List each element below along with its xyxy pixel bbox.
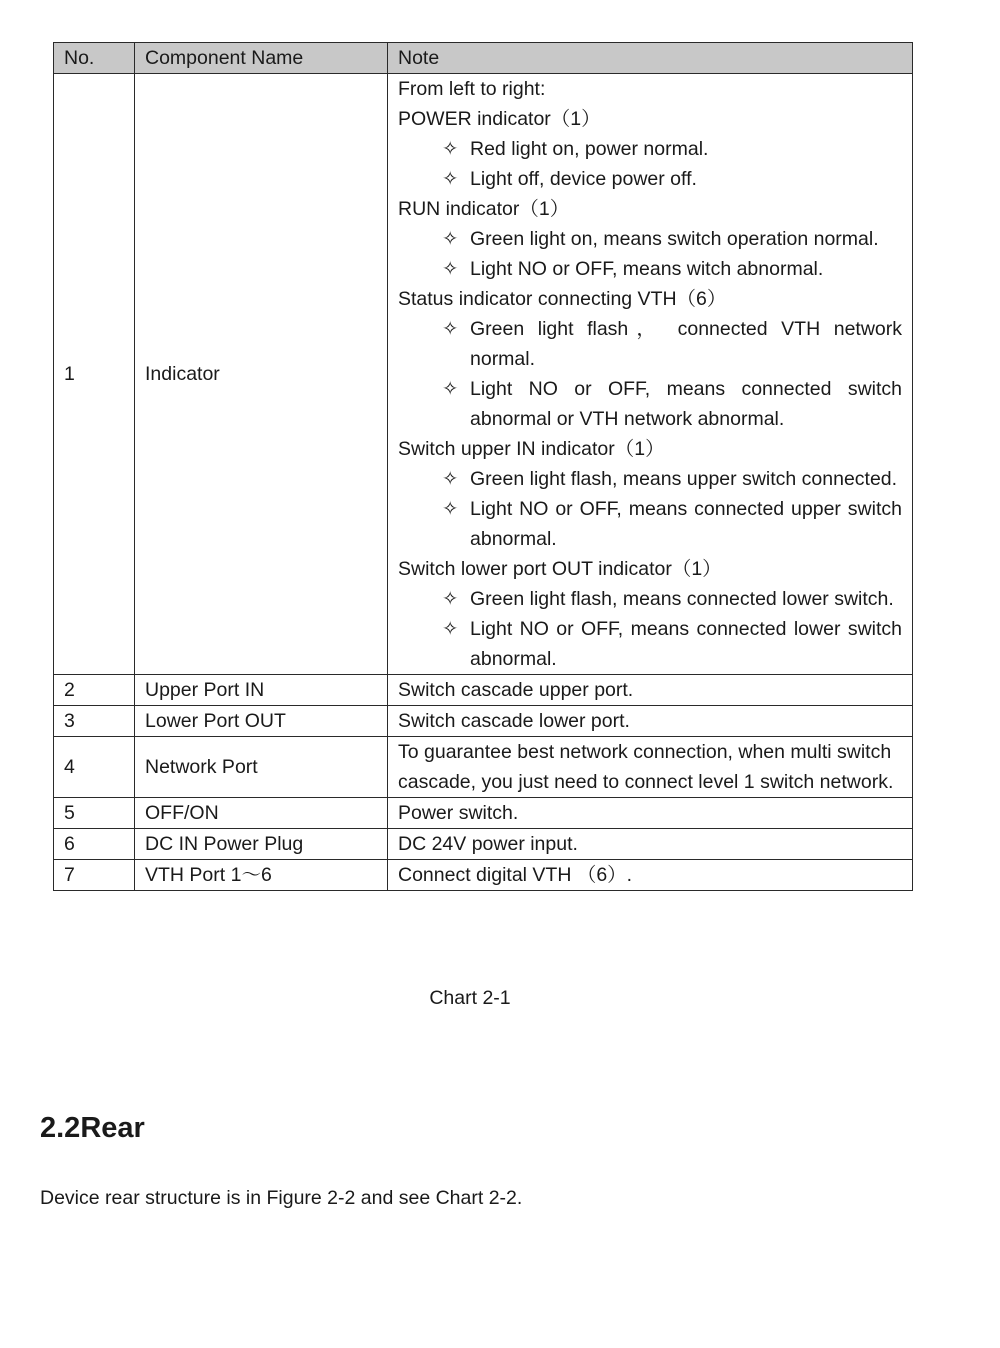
table-row <box>54 706 913 737</box>
diamond-star-icon: ✧ <box>442 258 459 280</box>
section-paragraph: Device rear structure is in Figure 2-2 and see Chart 2-2. <box>40 1187 523 1209</box>
indicator-group-title: Switch upper IN indicator（1） <box>398 438 665 460</box>
bullet-item: ✧ Light NO or OFF, means connected lower switch abnormal. <box>398 614 902 674</box>
bullet-item: ✧ Green light flash, means upper switch connected. <box>398 464 902 494</box>
bullet-item: ✧ Light NO or OFF, means connected switch abnormal or VTH network abnormal. <box>398 374 902 434</box>
cell-note: Switch cascade upper port. <box>388 675 913 706</box>
header-note: Note <box>388 43 913 74</box>
diamond-star-icon: ✧ <box>442 168 459 190</box>
cell-component-name: Lower Port OUT <box>135 706 388 737</box>
table-row <box>54 860 913 891</box>
bullet-item: ✧ Light NO or OFF, means witch abnormal. <box>398 254 902 284</box>
table-row <box>54 737 913 798</box>
bullet-item: ✧ Green light flash, means connected lower switch. <box>398 584 902 614</box>
cell-component-name: Upper Port IN <box>135 675 388 706</box>
diamond-star-icon: ✧ <box>442 138 459 160</box>
section-heading: 2.2Rear <box>40 1112 145 1144</box>
indicator-group-title: Switch lower port OUT indicator（1） <box>398 558 722 580</box>
cell-no: 2 <box>54 675 135 706</box>
cell-note <box>388 74 913 675</box>
bullet-item: ✧ Red light on, power normal. <box>398 134 902 164</box>
indicator-group-title: Status indicator connecting VTH（6） <box>398 288 727 310</box>
header-component-name: Component Name <box>135 43 388 74</box>
diamond-star-icon: ✧ <box>442 498 459 520</box>
cell-component-name: OFF/ON <box>135 798 388 829</box>
cell-note: DC 24V power input. <box>388 829 913 860</box>
cell-component-name: VTH Port 1～6 <box>135 860 388 891</box>
diamond-star-icon: ✧ <box>442 468 459 490</box>
diamond-star-icon: ✧ <box>442 588 459 610</box>
note-intro: From left to right: <box>398 78 546 100</box>
cell-component-name: Indicator <box>135 74 388 675</box>
diamond-star-icon: ✧ <box>442 378 459 400</box>
table-row <box>54 675 913 706</box>
table-row <box>54 74 913 675</box>
cell-no: 5 <box>54 798 135 829</box>
cell-component-name: Network Port <box>135 737 388 798</box>
bullet-item: ✧ Green light on, means switch operation normal. <box>398 224 902 254</box>
bullet-item: ✧ Light NO or OFF, means connected upper switch abnormal. <box>398 494 902 554</box>
indicator-group-title: POWER indicator（1） <box>398 108 601 130</box>
cell-no: 6 <box>54 829 135 860</box>
cell-no: 1 <box>54 74 135 675</box>
cell-component-name: DC IN Power Plug <box>135 829 388 860</box>
diamond-star-icon: ✧ <box>442 618 459 640</box>
bullet-item: ✧ Green light flash， connected VTH network normal. <box>398 314 902 374</box>
cell-note: To guarantee best network connection, when multi switch cascade, you just need to connect level 1 switch network. <box>388 737 913 798</box>
component-table <box>53 42 913 891</box>
cell-no: 4 <box>54 737 135 798</box>
header-no: No. <box>54 43 135 74</box>
table-caption: Chart 2-1 <box>429 987 511 1009</box>
cell-no: 7 <box>54 860 135 891</box>
indicator-group-title: RUN indicator（1） <box>398 198 570 220</box>
table-row <box>54 798 913 829</box>
bullet-item: ✧ Light off, device power off. <box>398 164 902 194</box>
diamond-star-icon: ✧ <box>442 228 459 250</box>
cell-no: 3 <box>54 706 135 737</box>
cell-note: Power switch. <box>388 798 913 829</box>
cell-note: Switch cascade lower port. <box>388 706 913 737</box>
table-row <box>54 829 913 860</box>
cell-note: Connect digital VTH （6）. <box>388 860 913 891</box>
table-header-row <box>54 43 913 74</box>
diamond-star-icon: ✧ <box>442 318 459 340</box>
